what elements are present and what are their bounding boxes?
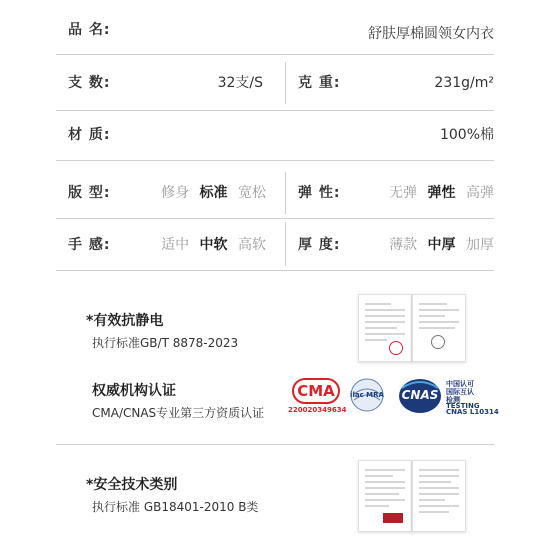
divider <box>56 160 494 161</box>
antistatic-title: *有效抗静电 <box>86 313 164 329</box>
elasticity-option: 高弹 <box>466 185 494 201</box>
thickness-option: 薄款 <box>389 237 418 253</box>
divider <box>56 54 494 55</box>
feel-label: 手 感: <box>68 237 111 253</box>
report-thumbnail <box>358 460 412 532</box>
fit-option: 宽松 <box>238 185 266 201</box>
report-thumbnail <box>358 294 412 362</box>
safety-title: *安全技术类别 <box>86 477 178 493</box>
elasticity-label: 弹 性: <box>298 185 341 201</box>
column-separator <box>285 222 286 266</box>
divider <box>56 218 494 219</box>
elasticity-options <box>389 183 494 203</box>
divider <box>56 270 494 271</box>
divider <box>56 110 494 111</box>
fit-option: 修身 <box>161 185 190 201</box>
fit-option-selected: 标准 <box>199 185 228 201</box>
weight-value: 231g/m² <box>434 75 494 91</box>
column-separator <box>285 172 286 214</box>
product-name-value: 舒肤厚棉圆领女内衣 <box>368 26 494 42</box>
antistatic-subtitle: 执行标准GB/T 8878-2023 <box>92 336 239 350</box>
report-thumbnail <box>412 460 466 532</box>
cma-text: CMA <box>297 382 335 400</box>
cnas-logo <box>398 378 442 414</box>
feel-option: 适中 <box>161 237 190 253</box>
thickness-option: 加厚 <box>466 237 494 253</box>
column-separator <box>285 62 286 104</box>
authority-subtitle: CMA/CNAS专业第三方资质认证 <box>92 406 265 420</box>
weight-label: 克 重: <box>298 75 341 91</box>
thickness-option-selected: 中厚 <box>427 237 456 253</box>
fit-label: 版 型: <box>68 185 111 201</box>
count-value: 32支/S <box>217 75 263 91</box>
material-label: 材 质: <box>68 127 111 143</box>
feel-option-selected: 中软 <box>199 237 228 253</box>
cnas-text: CNAS <box>401 388 439 402</box>
cnas-line3: 检测 <box>446 396 460 404</box>
cnas-line1: 中国认可 <box>446 380 474 388</box>
elasticity-option: 无弹 <box>389 185 418 201</box>
elasticity-option-selected: 弹性 <box>427 185 456 201</box>
cma-logo <box>288 378 347 416</box>
count-label: 支 数: <box>68 75 111 91</box>
ilac-text: ilac MRA <box>350 391 384 399</box>
feel-option: 高软 <box>238 237 266 253</box>
cnas-line5: CNAS L10314 <box>446 408 499 416</box>
report-thumbnail <box>412 294 466 362</box>
feel-options <box>161 235 266 255</box>
cnas-line4: TESTING <box>446 402 480 410</box>
thickness-label: 厚 度: <box>298 237 341 253</box>
safety-subtitle: 执行标准 GB18401-2010 B类 <box>92 500 259 514</box>
authority-title: 权威机构认证 <box>92 383 176 399</box>
divider <box>56 444 494 445</box>
thickness-options <box>389 235 494 255</box>
fit-options <box>161 183 266 203</box>
cnas-line2: 国际互认 <box>446 388 474 396</box>
ilac-mra-logo <box>350 378 384 412</box>
material-value: 100%棉 <box>439 127 494 143</box>
cma-number: 220020349634 <box>288 406 347 414</box>
product-name-label: 品 名: <box>68 22 111 38</box>
